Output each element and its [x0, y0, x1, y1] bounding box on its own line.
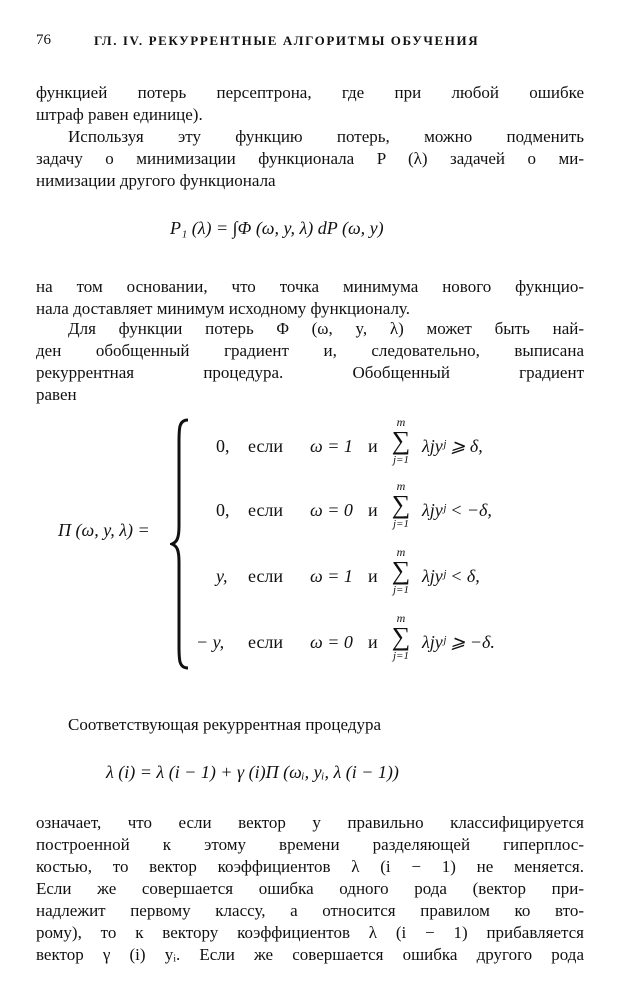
page-header	[36, 32, 584, 54]
piecewise-lhs: Π (ω, y, λ) =	[58, 520, 150, 540]
case-term: λjyʲ ⩾ −δ.	[422, 632, 495, 652]
sum-symbol: m ∑ j=1	[391, 479, 411, 530]
formula-recurrence: λ (i) = λ (i − 1) + γ (i)Π (ωᵢ, yᵢ, λ (i − 1))	[106, 762, 399, 782]
running-head: ГЛ. IV. РЕКУРРЕНТНЫЕ АЛГОРИТМЫ ОБУЧЕНИЯ	[94, 33, 480, 48]
text-line: нимизации другого функционала	[36, 171, 276, 190]
text-line: означает, что если вектор y правильно классифицируется	[36, 813, 584, 832]
formula-functional: P₁ (λ) = ∫Φ (ω, y, λ) dP (ω, y)	[170, 218, 384, 238]
case-term: λjyʲ < −δ,	[422, 500, 492, 520]
paragraph-1	[36, 82, 584, 126]
sum-symbol: m ∑ j=1	[391, 611, 411, 662]
sum-symbol: m ∑ j=1	[391, 415, 411, 466]
page-number: 76	[36, 32, 51, 48]
text-line: Если же совершается ошибка одного рода (вектор при-	[36, 879, 584, 898]
text-line: построенной к этому времени разделяющей гиперплос-	[36, 835, 584, 854]
case-omega: ω = 0	[310, 500, 353, 520]
case-omega: ω = 1	[310, 566, 353, 586]
paragraph-2	[36, 126, 584, 192]
text-line: надлежит первому классу, а относится правилом ко вто-	[36, 901, 584, 920]
text-line: Для функции потерь Φ (ω, y, λ) может быть най-	[68, 319, 584, 338]
case-word: если	[248, 436, 284, 456]
case-word: если	[248, 500, 284, 520]
paragraph-5	[36, 714, 584, 736]
text-line: ден обобщенный градиент и, следовательно, выписана	[36, 341, 584, 360]
case-value: 0,	[216, 436, 230, 456]
paragraph-4	[36, 318, 584, 406]
text-line: рекуррентная процедура. Обобщенный градиент	[36, 363, 584, 382]
text-line: Соответствующая рекуррентная процедура	[68, 715, 382, 734]
text-line: вектор γ (i) yᵢ. Если же совершается ошибка другого рода	[36, 945, 584, 964]
case-value: y,	[216, 566, 228, 586]
case-omega: ω = 0	[310, 632, 353, 652]
case-omega: ω = 1	[310, 436, 353, 456]
case-value: − y,	[196, 632, 225, 652]
case-word: если	[248, 566, 284, 586]
case-conj: и	[368, 500, 378, 520]
text-line: функцией потерь персептрона, где при любой ошибке	[36, 83, 584, 102]
text-line: штраф равен единице).	[36, 105, 203, 124]
text-line: равен	[36, 385, 77, 404]
case-term: λjyʲ < δ,	[422, 566, 480, 586]
case-conj: и	[368, 632, 378, 652]
text-line: на том основании, что точка минимума нового фукнцио-	[36, 277, 584, 296]
left-brace-icon	[170, 418, 190, 670]
text-line: нала доставляет минимум исходному функционалу.	[36, 299, 410, 318]
text-line: задачу о минимизации функционала P (λ) задачей о ми-	[36, 149, 584, 168]
paragraph-3	[36, 276, 584, 320]
text-line: костью, то вектор коэффициентов λ (i − 1) не меняется.	[36, 857, 584, 876]
text-line: рому), то к вектору коэффициентов λ (i − 1) прибавляется	[36, 923, 584, 942]
case-word: если	[248, 632, 284, 652]
sum-symbol: m ∑ j=1	[391, 545, 411, 596]
text-line: Используя эту функцию потерь, можно подменить	[68, 127, 584, 146]
case-conj: и	[368, 566, 378, 586]
case-conj: и	[368, 436, 378, 456]
case-value: 0,	[216, 500, 230, 520]
case-term: λjyʲ ⩾ δ,	[422, 436, 483, 456]
paragraph-6	[36, 812, 584, 966]
